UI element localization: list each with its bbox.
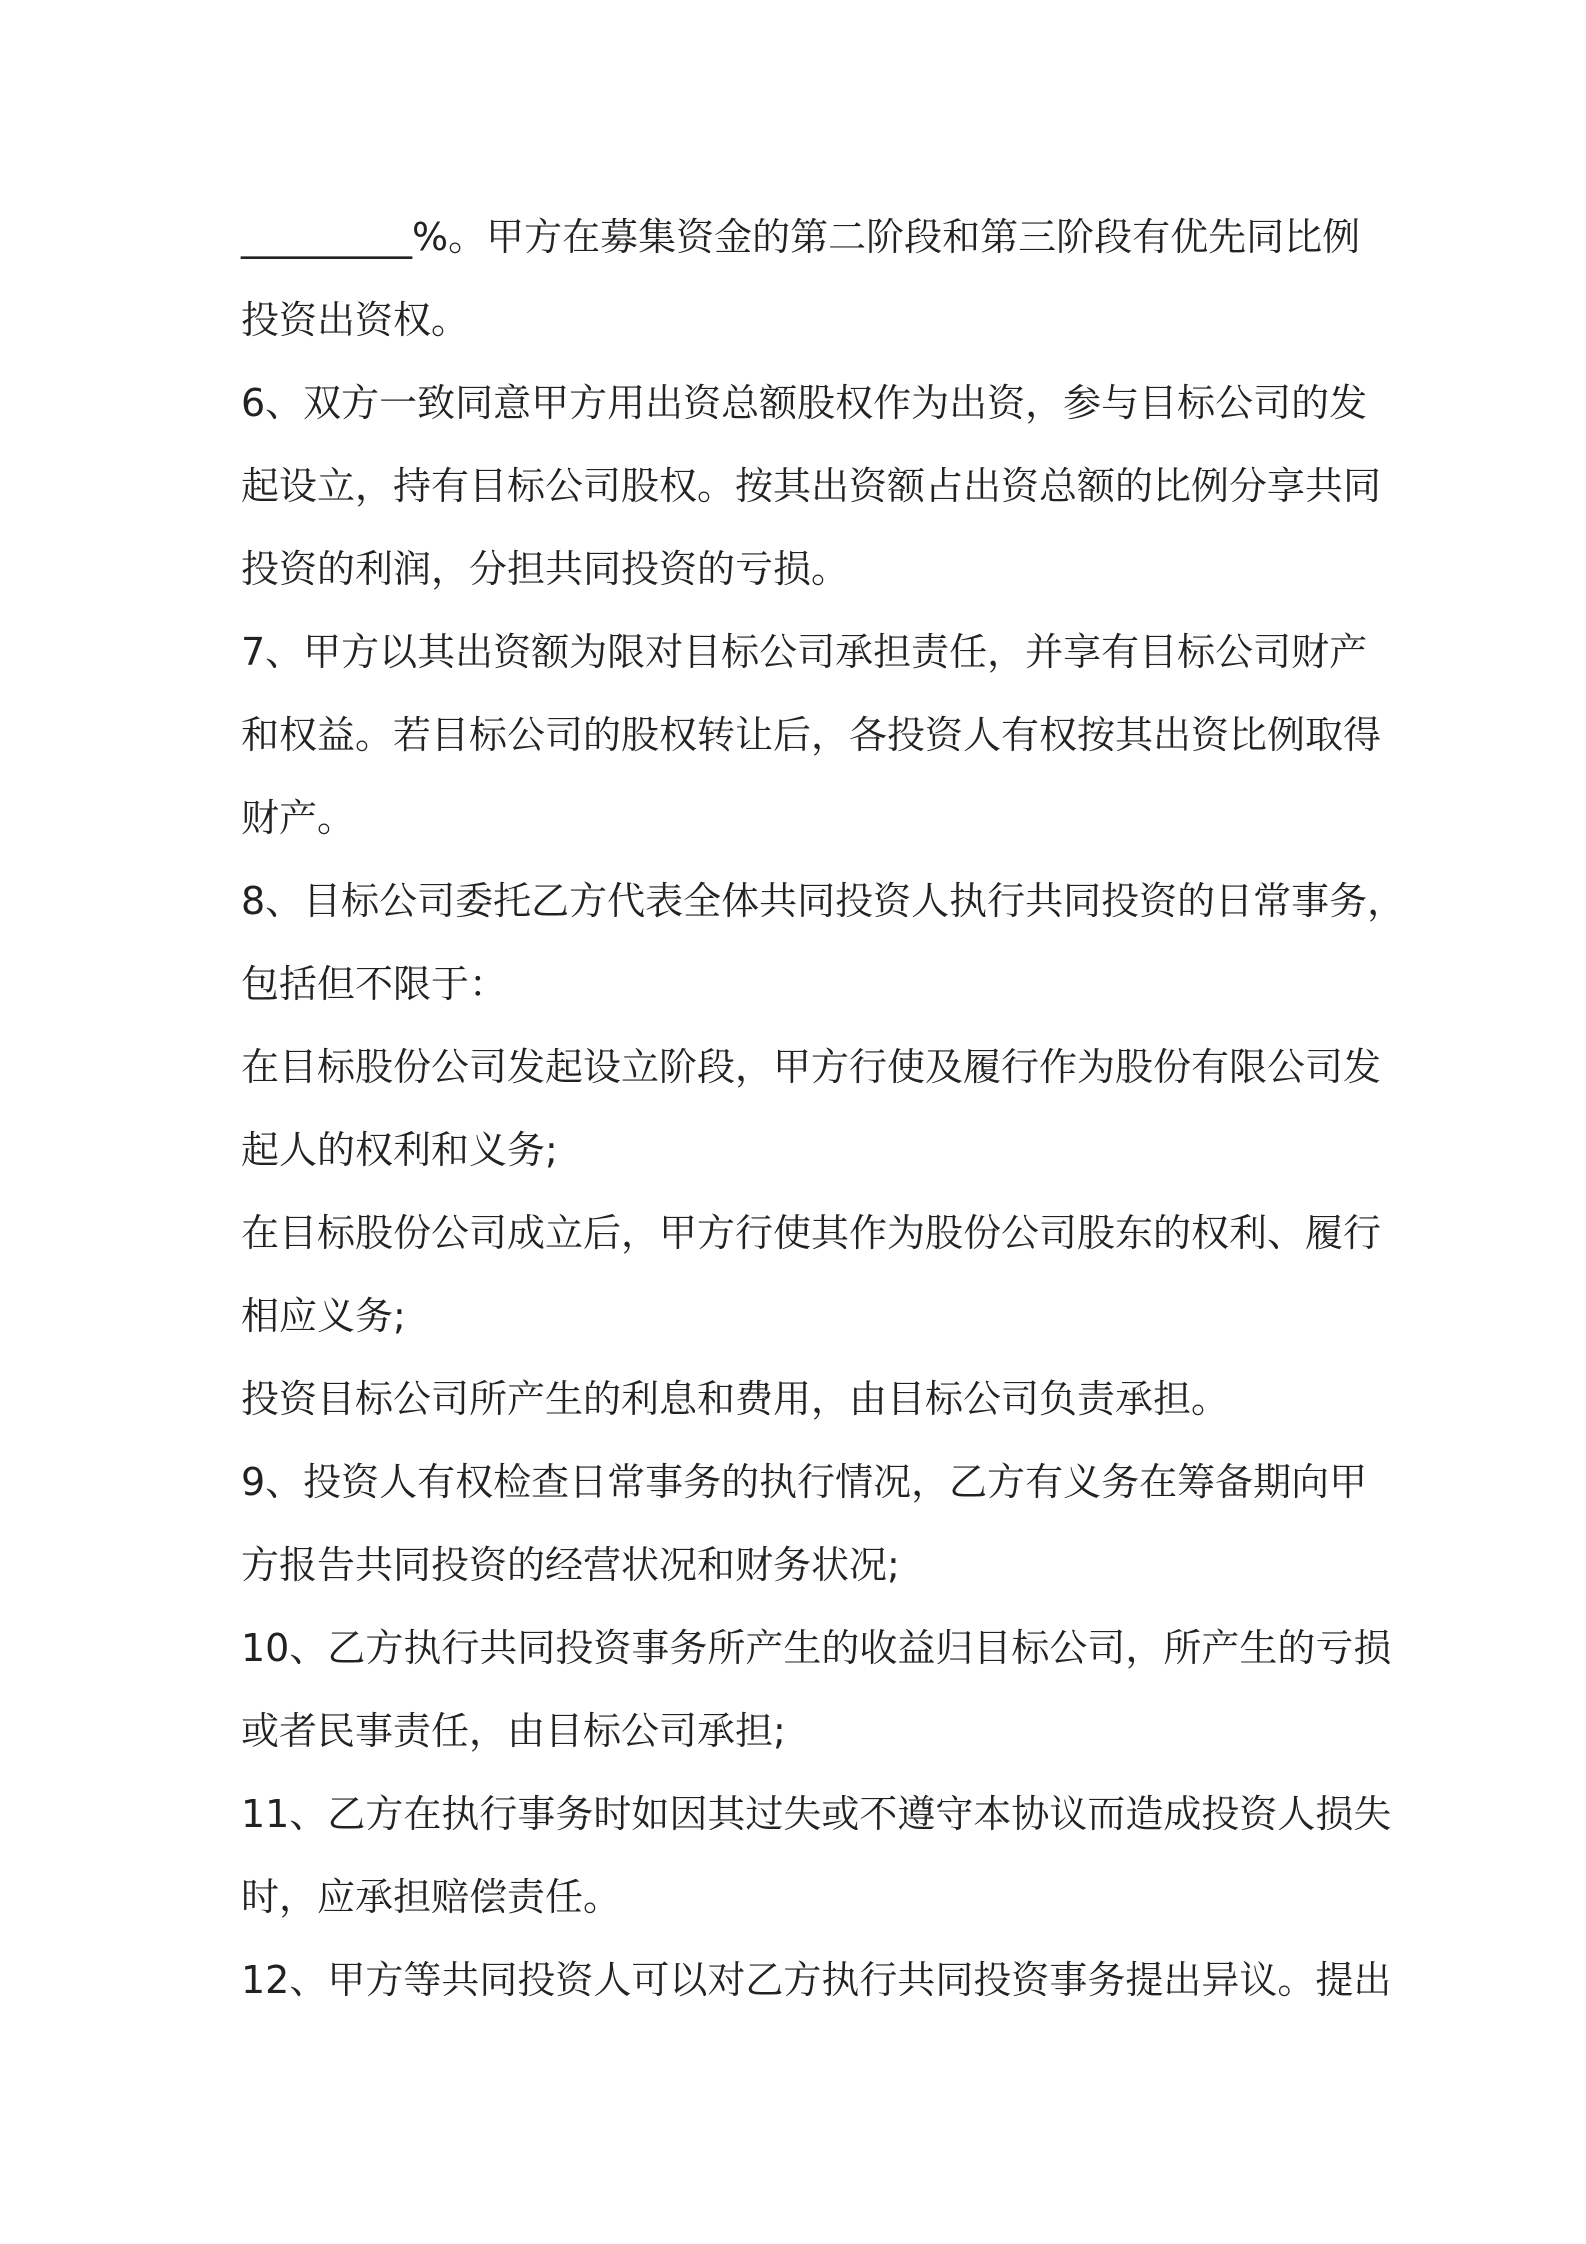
text-line: 起设立，持有目标公司股权。按其出资额占出资总额的比例分享共同 <box>241 464 1382 508</box>
text-line: 6、双方一致同意甲方用出资总额股权作为出资，参与目标公司的发 <box>241 381 1368 425</box>
text-line: 投资目标公司所产生的利息和费用，由目标公司负责承担。 <box>241 1377 1230 1421</box>
text-line: 财产。 <box>241 796 356 840</box>
text-line: 和权益。若目标公司的股权转让后，各投资人有权按其出资比例取得 <box>241 713 1382 757</box>
text-line: 在目标股份公司发起设立阶段，甲方行使及履行作为股份有限公司发 <box>241 1045 1382 1089</box>
paragraph-clause-11 <box>241 1773 1392 1939</box>
text-line: _________%。甲方在募集资金的第二阶段和第三阶段有优先同比例 <box>241 215 1361 259</box>
paragraph-clause-6 <box>241 362 1382 611</box>
paragraph-clause-7 <box>241 611 1382 860</box>
paragraph-clause-12 <box>241 1939 1392 2022</box>
paragraph-clause-9 <box>241 1441 1366 1607</box>
text-line: 投资出资权。 <box>241 298 470 342</box>
text-line: 12、甲方等共同投资人可以对乙方执行共同投资事务提出异议。提出 <box>241 1958 1392 2002</box>
document-body <box>241 196 1406 2022</box>
text-line: 包括但不限于： <box>241 962 508 1006</box>
text-line: 方报告共同投资的经营状况和财务状况; <box>241 1543 900 1587</box>
text-line: 时，应承担赔偿责任。 <box>241 1875 622 1919</box>
text-line: 8、目标公司委托乙方代表全体共同投资人执行共同投资的日常事务， <box>241 879 1406 923</box>
text-line: 投资的利润，分担共同投资的亏损。 <box>241 547 850 591</box>
paragraph-clause-8-item-1 <box>241 1026 1382 1192</box>
paragraph-clause-10 <box>241 1607 1392 1773</box>
text-line: 9、投资人有权检查日常事务的执行情况，乙方有义务在筹备期向甲 <box>241 1460 1368 1504</box>
text-line: 或者民事责任，由目标公司承担; <box>241 1709 786 1753</box>
text-line: 起人的权利和义务; <box>241 1128 558 1172</box>
paragraph-percentage-clause <box>241 196 1366 362</box>
paragraph-clause-8-item-2 <box>241 1192 1382 1358</box>
paragraph-clause-8-item-3 <box>241 1358 1366 1441</box>
text-line: 7、甲方以其出资额为限对目标公司承担责任，并享有目标公司财产 <box>241 630 1368 674</box>
text-line: 11、乙方在执行事务时如因其过失或不遵守本协议而造成投资人损失 <box>241 1792 1392 1836</box>
text-line: 相应义务; <box>241 1294 406 1338</box>
paragraph-clause-8 <box>241 860 1406 1026</box>
text-line: 10、乙方执行共同投资事务所产生的收益归目标公司，所产生的亏损 <box>241 1626 1392 1670</box>
text-line: 在目标股份公司成立后，甲方行使其作为股份公司股东的权利、履行 <box>241 1211 1382 1255</box>
